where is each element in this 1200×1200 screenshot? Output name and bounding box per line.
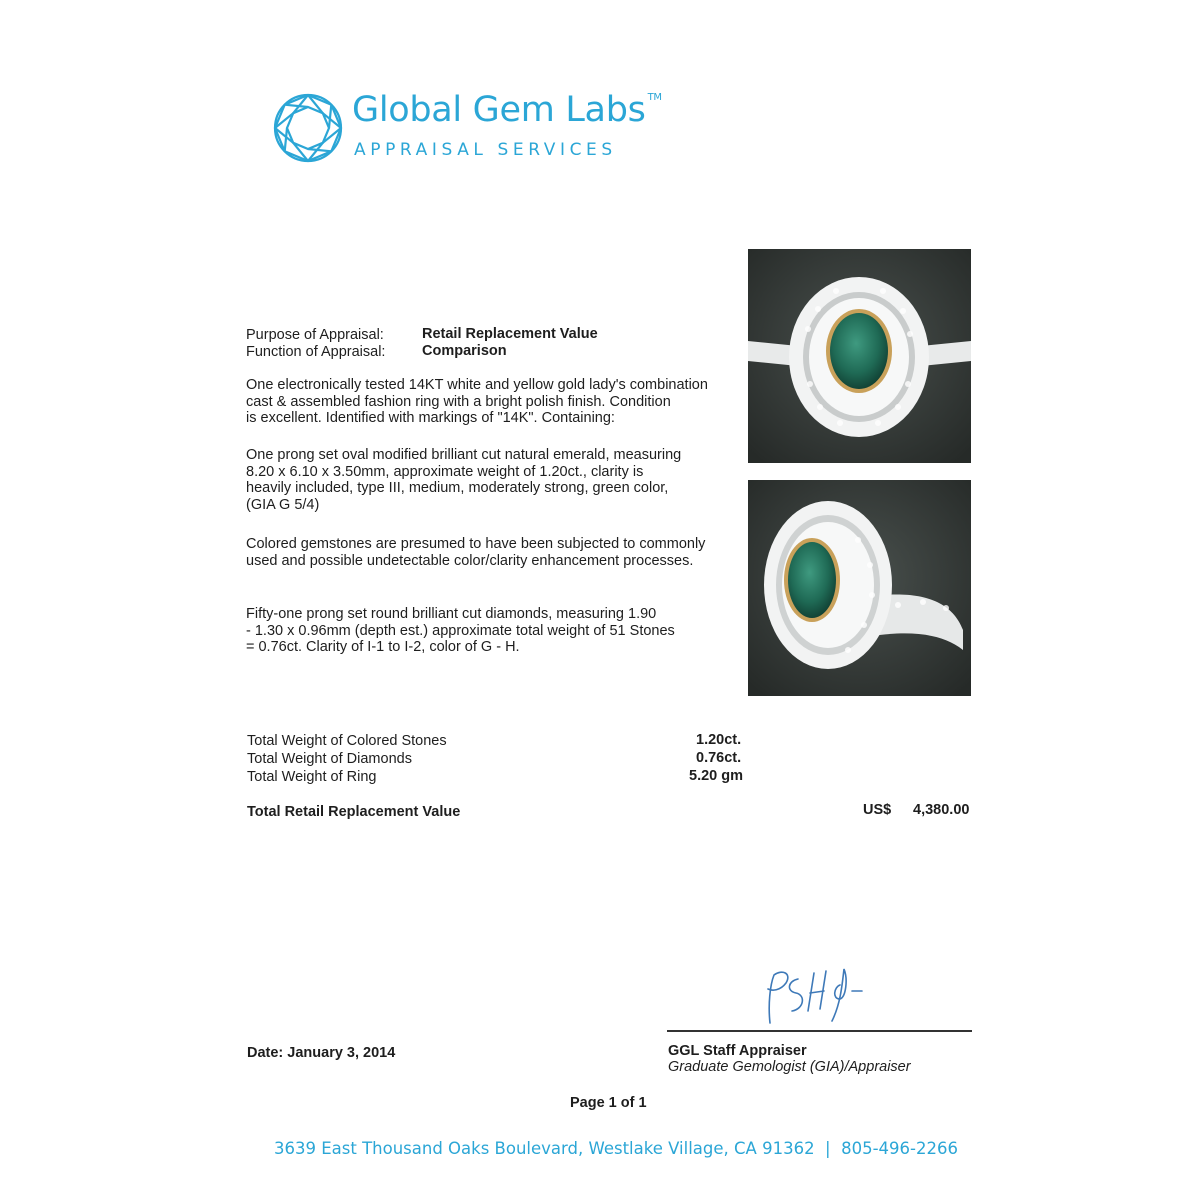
appraiser-credential: Graduate Gemologist (GIA)/Appraiser	[668, 1059, 911, 1075]
signature-line	[667, 1030, 972, 1032]
brand-tagline: APPRAISAL SERVICES	[354, 140, 617, 160]
gem-facet-icon	[272, 92, 344, 164]
ring-photo-side	[748, 480, 971, 696]
retail-currency: US$	[863, 802, 892, 818]
total-colored-label: Total Weight of Colored Stones	[247, 733, 447, 749]
retail-amount: 4,380.00	[913, 802, 970, 818]
total-ring-label: Total Weight of Ring	[247, 769, 377, 785]
total-diamonds-value: 0.76ct.	[696, 750, 742, 766]
total-ring-value: 5.20 gm	[689, 768, 743, 784]
total-diamonds-label: Total Weight of Diamonds	[247, 751, 412, 767]
brand-name: Global Gem Labs ™	[352, 90, 662, 130]
ring-photo-top	[748, 249, 971, 463]
retail-value-label: Total Retail Replacement Value	[247, 804, 461, 820]
diamond-paragraph: Fifty-one prong set round brilliant cut diamonds, measuring 1.90 - 1.30 x 0.96mm (depth est.) approximate total weight of 51 Stones = 0.76ct. Clarity of I-1 to I-2, color of G - H.	[246, 606, 675, 655]
function-value: Comparison	[422, 343, 507, 359]
total-colored-value: 1.20ct.	[696, 732, 742, 748]
treatment-paragraph: Colored gemstones are presumed to have been subjected to commonly used and possible undetectable color/clarity enhancement processes.	[246, 536, 706, 569]
function-label: Function of Appraisal:	[246, 344, 386, 360]
emerald-paragraph: One prong set oval modified brilliant cut natural emerald, measuring 8.20 x 6.10 x 3.50mm, approximate weight of 1.20ct., clarity is heavily included, type III, medium, moderately strong, green color, (GIA G 5/4)	[246, 447, 682, 513]
purpose-label: Purpose of Appraisal:	[246, 327, 384, 343]
description-paragraph: One electronically tested 14KT white and yellow gold lady's combination cast & assembled fashion ring with a bright polish finish. Condition is excellent. Identified with markings of "14K". Containing:	[246, 377, 708, 426]
page-number: Page 1 of 1	[570, 1095, 647, 1111]
footer-address: 3639 East Thousand Oaks Boulevard, Westlake Village, CA 91362 | 805-496-2266	[274, 1139, 958, 1158]
appraiser-signature	[752, 965, 872, 1031]
date-text: Date: January 3, 2014	[247, 1045, 396, 1061]
logo-block	[272, 90, 662, 172]
appraiser-title: GGL Staff Appraiser	[668, 1043, 807, 1059]
purpose-value: Retail Replacement Value	[422, 326, 598, 342]
